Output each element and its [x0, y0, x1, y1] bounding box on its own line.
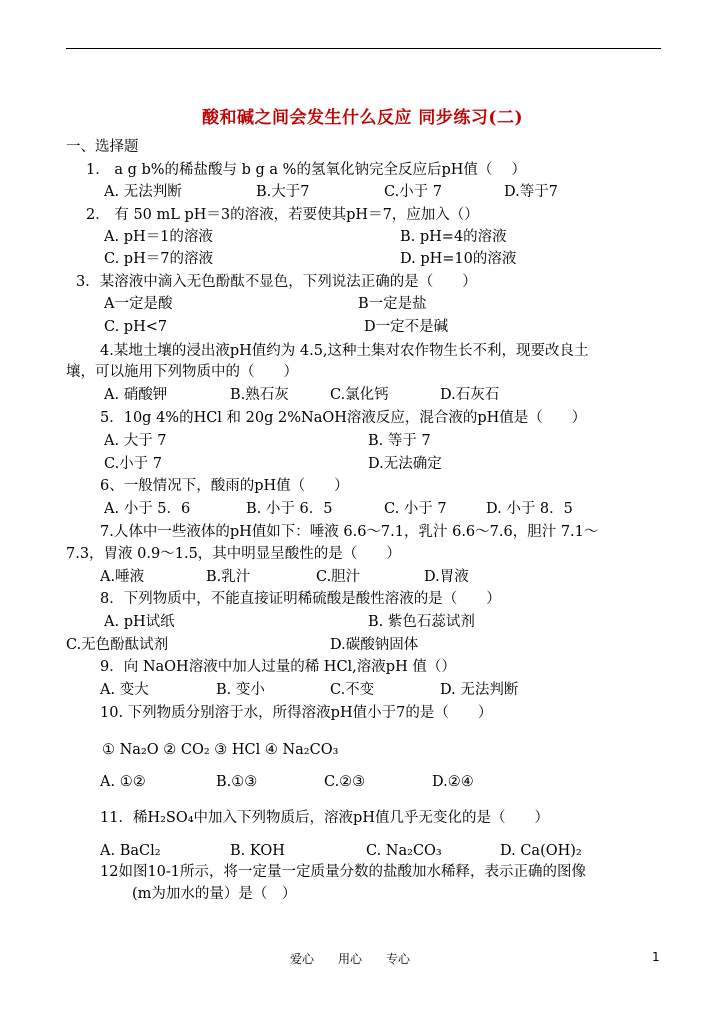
- q8-option-b: B. 紫色石蕊试剂: [368, 614, 475, 630]
- q3-option-b: B一定是盐: [358, 296, 427, 312]
- q6-option-c: C. 小于 7: [384, 501, 447, 517]
- question-1: 1． a g b%的稀盐酸与 b g a %的氢氧化钠完全反应后pH值（ ）: [86, 162, 526, 178]
- header-rule: [66, 48, 661, 49]
- page-number: 1: [652, 950, 660, 964]
- q9-option-c: C.不变: [330, 682, 375, 698]
- q2-option-c: C. pH＝7的溶液: [104, 251, 213, 267]
- q10-option-a: A. ①②: [100, 774, 146, 790]
- q9-option-a: A. 变大: [100, 682, 149, 698]
- q8-option-a: A. pH试纸: [104, 614, 175, 630]
- q11-option-d: D. Ca(OH)₂: [500, 843, 582, 859]
- q6-option-a: A. 小于 5．6: [104, 501, 191, 517]
- q3-option-a: A一定是酸: [104, 296, 173, 312]
- q7-option-c: C.胆汁: [316, 569, 361, 585]
- q11-option-c: C. Na₂CO₃: [366, 843, 442, 859]
- question-5: 5．10g 4%的HCl 和 20g 2%NaOH溶液反应，混合液的pH值是（ ）: [100, 410, 587, 426]
- q2-option-a: A. pH＝1的溶液: [104, 229, 213, 245]
- question-4-cont: 壤，可以施用下列物质中的（ ）: [66, 364, 298, 380]
- q1-option-b: B.大于7: [256, 184, 310, 200]
- q11-option-b: B. KOH: [230, 843, 285, 859]
- q10-option-d: D.②④: [432, 774, 474, 790]
- q2-option-d: D. pH=10的溶液: [400, 251, 517, 267]
- section-heading: 一、选择题: [66, 139, 139, 155]
- question-10: 10. 下列物质分别溶于水，所得溶液pH值小于7的是（ ）: [100, 705, 493, 721]
- question-7: 7.人体中一些液体的pH值如下：唾液 6.6～7.1，乳汁 6.6～7.6，胆汁 7.1～: [100, 524, 599, 540]
- q7-option-a: A.唾液: [100, 569, 145, 585]
- q5-option-b: B. 等于 7: [368, 433, 431, 449]
- q5-option-d: D.无法确定: [368, 456, 442, 472]
- q4-option-b: B.熟石灰: [230, 387, 289, 403]
- q9-option-b: B. 变小: [216, 682, 265, 698]
- q6-option-b: B. 小于 6．5: [246, 501, 333, 517]
- q6-option-d: D. 小于 8．5: [486, 501, 573, 517]
- q10-substances: ① Na₂O ② CO₂ ③ HCl ④ Na₂CO₃: [102, 742, 339, 758]
- q11-option-a: A. BaCl₂: [100, 843, 161, 859]
- question-12: 12如图10-1所示，将一定量一定质量分数的盐酸加水稀释，表示正确的图像: [100, 864, 587, 880]
- q1-option-d: D.等于7: [504, 184, 558, 200]
- q1-option-a: A. 无法判断: [104, 184, 182, 200]
- q5-option-c: C.小于 7: [104, 456, 163, 472]
- q7-option-d: D.胃液: [424, 569, 469, 585]
- q2-option-b: B. pH=4的溶液: [400, 229, 507, 245]
- page-title: 酸和碱之间会发生什么反应 同步练习(二): [201, 108, 523, 128]
- q7-option-b: B.乳汁: [206, 569, 251, 585]
- q1-option-c: C.小于 7: [384, 184, 443, 200]
- question-2: 2． 有 50 mL pH＝3的溶液，若要使其pH＝7，应加入（）: [86, 207, 479, 223]
- footer-motto: 爱心 用心 专心: [290, 952, 411, 966]
- question-12-cont: (m为加水的量）是（ ）: [132, 886, 297, 902]
- q4-option-a: A. 硝酸钾: [104, 387, 168, 403]
- q3-option-c: C. pH<7: [104, 319, 168, 335]
- question-7-cont: 7.3，胃液 0.9～1.5，其中明显呈酸性的是（ ）: [66, 546, 401, 562]
- q4-option-d: D.石灰石: [440, 387, 500, 403]
- q10-option-b: B.①③: [216, 774, 258, 790]
- q5-option-a: A. 大于 7: [104, 433, 167, 449]
- q4-option-c: C.氯化钙: [330, 387, 389, 403]
- question-3: 3．某溶液中滴入无色酚酞不显色，下列说法正确的是（ ）: [76, 274, 477, 290]
- question-8: 8．下列物质中，不能直接证明稀硫酸是酸性溶液的是（ ）: [100, 591, 501, 607]
- q3-option-d: D一定不是碱: [364, 319, 449, 335]
- q8-option-d: D.碳酸钠固体: [330, 637, 419, 653]
- q9-option-d: D. 无法判断: [440, 682, 519, 698]
- q8-option-c: C.无色酚酞试剂: [66, 637, 169, 653]
- question-9: 9．向 NaOH溶液中加人过量的稀 HCl,溶液pH 值（）: [100, 659, 456, 675]
- question-4: 4.某地土壤的浸出液pH值约为 4.5,这种土集对农作物生长不利，现要改良土: [100, 343, 589, 359]
- question-6: 6、一般情况下，酸雨的pH值（ ）: [100, 478, 349, 494]
- q10-option-c: C.②③: [324, 774, 366, 790]
- question-11: 11．稀H₂SO₄中加入下列物质后，溶液pH值几乎无变化的是（ ）: [100, 810, 549, 826]
